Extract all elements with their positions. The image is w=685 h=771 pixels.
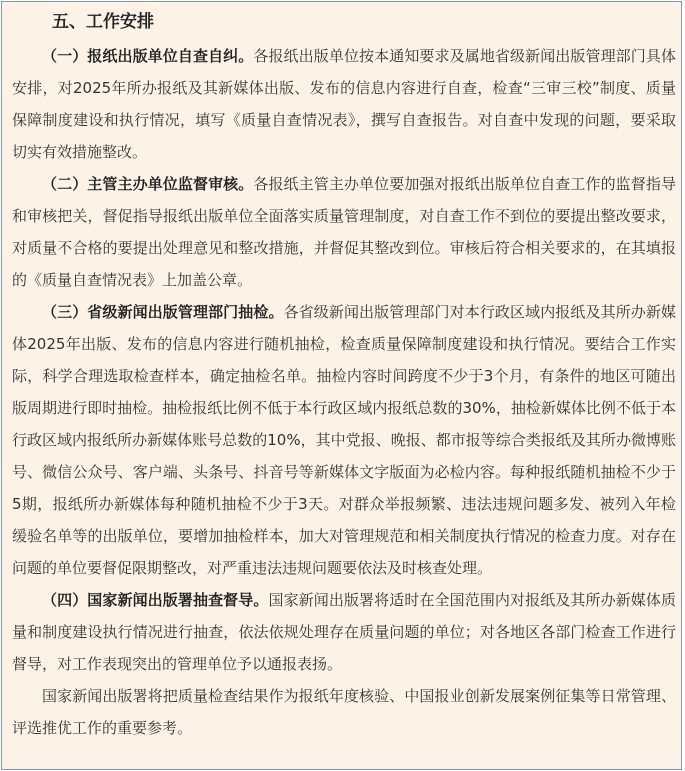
paragraph-text: 各报纸出版单位按本通知要求及属地省级新闻出版管理部门具体安排，对2025年所办报纸及其新媒体出版、发布的信息内容进行自查，检查“三审三校”制度、质量保障制度建设和执行情况，填写《质量自查情况表》，撰写自查报告。对自查中发现的问题，要采取切实有效措施整改。 bbox=[12, 47, 676, 161]
paragraph-self-inspection bbox=[12, 40, 676, 168]
paragraph-lead: （三）省级新闻出版管理部门抽检。 bbox=[42, 303, 284, 321]
section-heading: 五、工作安排 bbox=[52, 12, 154, 32]
paragraph-national-inspection bbox=[12, 584, 676, 680]
section-body bbox=[12, 40, 676, 744]
paragraph-text: 国家新闻出版署将把质量检查结果作为报纸年度核验、中国报业创新发展案例征集等日常管理、评选推优工作的重要参考。 bbox=[12, 687, 676, 737]
paragraph-text: 国家新闻出版署将适时在全国范围内对报纸及其所办新媒体质量和制度建设执行情况进行抽查，依法依规处理存在质量问题的单位；对各地区各部门检查工作进行督导，对工作表现突出的管理单位予以通报表扬。 bbox=[12, 591, 676, 673]
paragraph-text: 各报纸主管主办单位要加强对报纸出版单位自查工作的监督指导和审核把关，督促指导报纸出版单位全面落实质量管理制度，对自查工作不到位的要提出整改要求，对质量不合格的要提出处理意见和整改措施，并督促其整改到位。审核后符合相关要求的，在其填报的《质量自查情况表》上加盖公章。 bbox=[12, 175, 676, 289]
paragraph-closing-note bbox=[12, 680, 676, 744]
paragraph-lead: （一）报纸出版单位自查自纠。 bbox=[42, 47, 254, 65]
paragraph-supervisory-review bbox=[12, 168, 676, 296]
content-panel bbox=[1, 1, 682, 770]
paragraph-provincial-spot-check bbox=[12, 296, 676, 584]
paragraph-lead: （四）国家新闻出版署抽查督导。 bbox=[42, 591, 269, 609]
paragraph-text: 各省级新闻出版管理部门对本行政区域内报纸及其所办新媒体2025年出版、发布的信息内容进行随机抽检，检查质量保障制度建设和执行情况。要结合工作实际，科学合理选取检查样本，确定抽检名单。抽检内容时间跨度不少于3个月，有条件的地区可随出版周期进行即时抽检。抽检报纸比例不低于本行政区域内报纸总数的30%，抽检新媒体比例不低于本行政区域内报纸所办新媒体账号总数的10%，其中党报、晚报、都市报等综合类报纸及其所办微博账号、微信公众号、客户端、头条号、抖音号等新媒体文字版面为必检内容。每种报纸随机抽检不少于5期，报纸所办新媒体每种随机抽检不少于3天。对群众举报频繁、违法违规问题多发、被列入年检缓验名单等的出版单位，要增加抽检样本，加大对管理规范和相关制度执行情况的检查力度。对存在问题的单位要督促限期整改，对严重违法违规问题要依法及时核查处理。 bbox=[12, 303, 676, 577]
paragraph-lead: （二）主管主办单位监督审核。 bbox=[42, 175, 254, 193]
